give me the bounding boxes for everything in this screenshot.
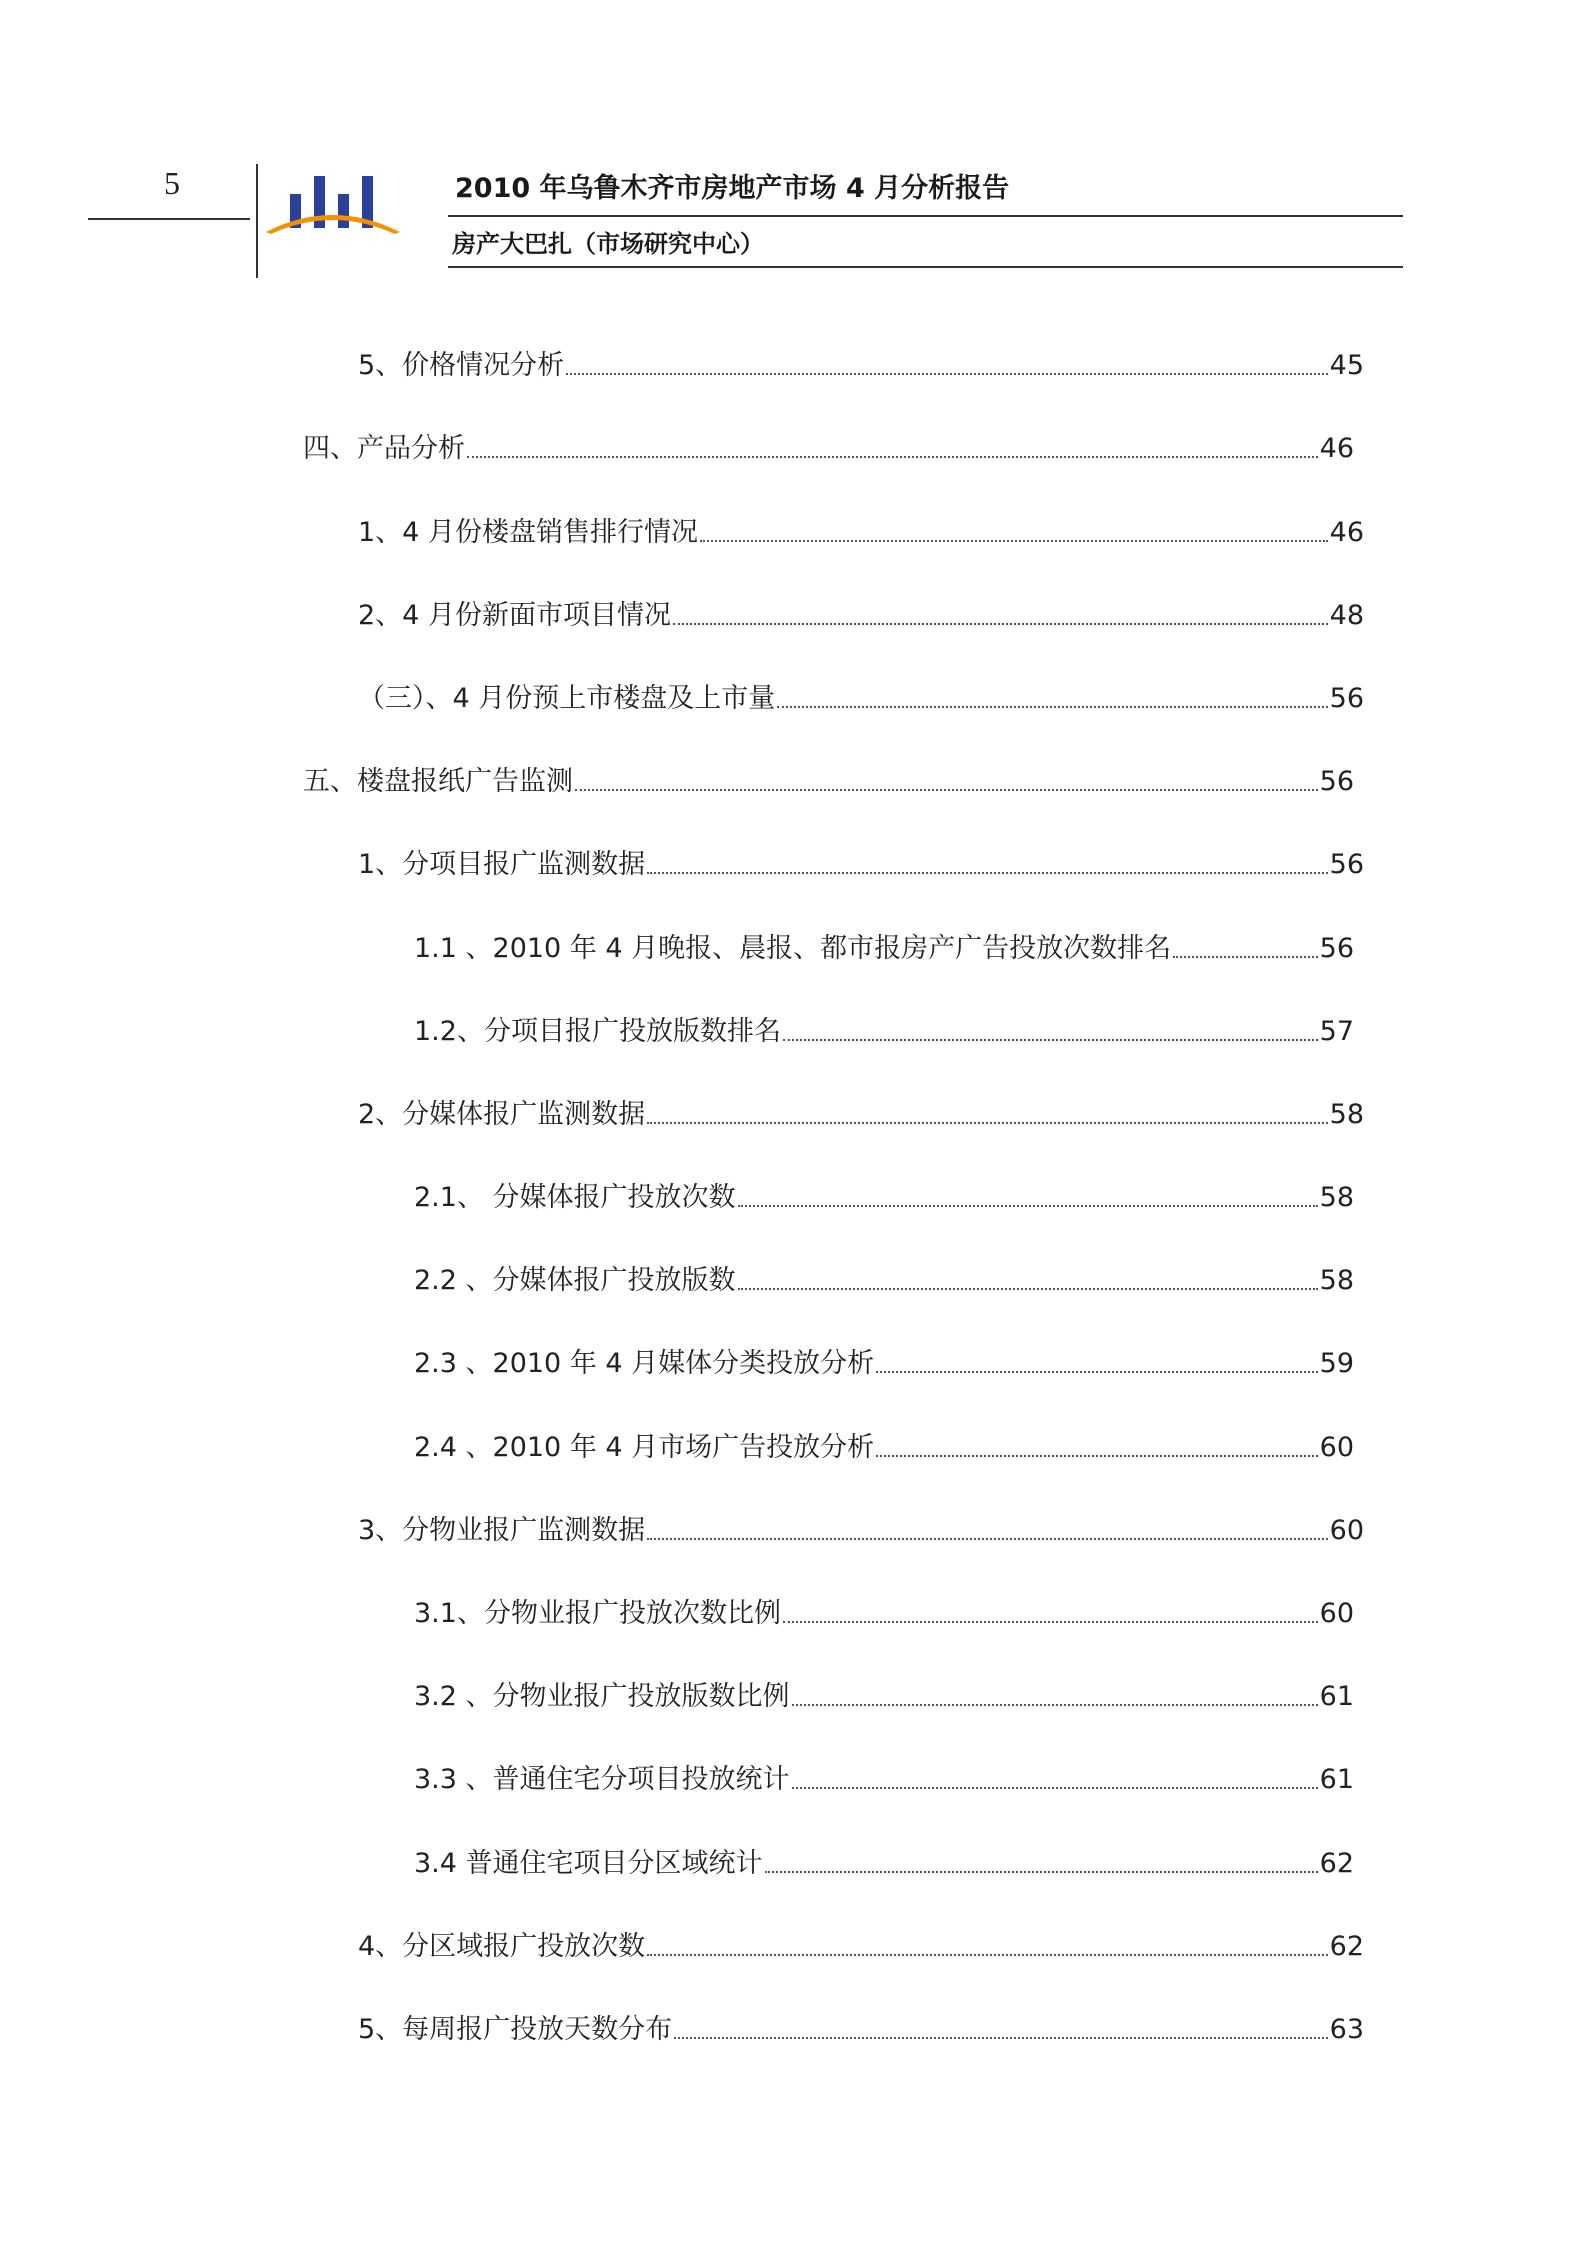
toc-leader-dots bbox=[467, 456, 1318, 458]
toc-leader-dots bbox=[647, 1122, 1327, 1124]
toc-leader-dots bbox=[647, 872, 1327, 874]
toc-entry-page: 56 bbox=[1329, 682, 1364, 714]
toc-entry-label: 3.1、分物业报广投放次数比例 bbox=[414, 1597, 781, 1629]
toc-entry-page: 63 bbox=[1329, 2013, 1364, 2045]
header-rule-left bbox=[88, 218, 250, 220]
toc-leader-dots bbox=[792, 1787, 1318, 1789]
toc-entry[interactable] bbox=[414, 1424, 1354, 1464]
header-rule-bottom bbox=[448, 266, 1403, 268]
toc-entry[interactable] bbox=[358, 1507, 1364, 1547]
toc-entry[interactable] bbox=[358, 2006, 1364, 2046]
toc-entry-label: 2.4 、2010 年 4 月市场广告投放分析 bbox=[414, 1431, 875, 1463]
organization-name: 房产大巴扎（市场研究中心） bbox=[452, 230, 764, 258]
toc-leader-dots bbox=[647, 1954, 1327, 1956]
toc-entry-page: 60 bbox=[1329, 1514, 1364, 1546]
toc-leader-dots bbox=[783, 1621, 1318, 1623]
toc-entry[interactable] bbox=[414, 1756, 1354, 1796]
toc-entry[interactable] bbox=[358, 841, 1364, 881]
toc-entry-label: 1.1 、2010 年 4 月晚报、晨报、都市报房产广告投放次数排名 bbox=[414, 932, 1172, 964]
toc-entry-page: 56 bbox=[1319, 932, 1354, 964]
toc-entry-label: （三）、4 月份预上市楼盘及上市量 bbox=[358, 682, 776, 714]
toc-leader-dots bbox=[1173, 956, 1317, 958]
toc-entry[interactable] bbox=[303, 758, 1354, 798]
toc-entry[interactable] bbox=[414, 1008, 1354, 1048]
toc-leader-dots bbox=[876, 1455, 1317, 1457]
toc-entry[interactable] bbox=[414, 1840, 1354, 1880]
toc-entry[interactable] bbox=[414, 1590, 1354, 1630]
toc-leader-dots bbox=[777, 706, 1327, 708]
toc-entry[interactable] bbox=[303, 425, 1354, 465]
toc-entry[interactable] bbox=[358, 509, 1364, 549]
toc-leader-dots bbox=[673, 623, 1328, 625]
toc-leader-dots bbox=[575, 789, 1318, 791]
toc-entry-label: 3.4 普通住宅项目分区域统计 bbox=[414, 1847, 763, 1879]
toc-entry[interactable] bbox=[414, 1340, 1354, 1380]
toc-entry[interactable] bbox=[414, 1174, 1354, 1214]
toc-entry[interactable] bbox=[358, 675, 1364, 715]
toc-leader-dots bbox=[738, 1288, 1318, 1290]
toc-entry-label: 3.3 、普通住宅分项目投放统计 bbox=[414, 1763, 790, 1795]
toc-entry-label: 1.2、分项目报广投放版数排名 bbox=[414, 1015, 781, 1047]
toc-entry-label: 2、4 月份新面市项目情况 bbox=[358, 599, 671, 631]
toc-entry-page: 45 bbox=[1329, 349, 1364, 381]
toc-entry-label: 1、4 月份楼盘销售排行情况 bbox=[358, 516, 698, 548]
toc-entry-label: 5、每周报广投放天数分布 bbox=[358, 2013, 673, 2045]
toc-entry-page: 48 bbox=[1329, 599, 1364, 631]
toc-entry-page: 46 bbox=[1329, 516, 1364, 548]
toc-leader-dots bbox=[647, 1538, 1327, 1540]
toc-entry-page: 46 bbox=[1319, 432, 1354, 464]
company-logo-icon bbox=[262, 170, 417, 255]
toc-entry[interactable] bbox=[358, 1091, 1364, 1131]
header-divider bbox=[256, 164, 258, 278]
toc-entry[interactable] bbox=[358, 342, 1364, 382]
toc-entry-page: 59 bbox=[1319, 1347, 1354, 1379]
page-number: 5 bbox=[164, 165, 180, 201]
toc-entry-page: 58 bbox=[1319, 1264, 1354, 1296]
toc-leader-dots bbox=[566, 373, 1327, 375]
toc-entry[interactable] bbox=[414, 925, 1354, 965]
toc-entry-page: 62 bbox=[1329, 1930, 1364, 1962]
toc-entry-label: 4、分区域报广投放次数 bbox=[358, 1930, 646, 1962]
toc-entry-page: 56 bbox=[1329, 848, 1364, 880]
toc-entry-label: 2.2 、分媒体报广投放版数 bbox=[414, 1264, 736, 1296]
toc-entry-label: 四、产品分析 bbox=[303, 432, 465, 464]
toc-leader-dots bbox=[876, 1371, 1317, 1373]
toc-leader-dots bbox=[765, 1871, 1318, 1873]
toc-entry-label: 2、分媒体报广监测数据 bbox=[358, 1098, 646, 1130]
header-rule-top bbox=[448, 215, 1403, 217]
toc-entry-page: 62 bbox=[1319, 1847, 1354, 1879]
toc-entry-label: 1、分项目报广监测数据 bbox=[358, 848, 646, 880]
toc-entry-label: 3、分物业报广监测数据 bbox=[358, 1514, 646, 1546]
toc-entry-label: 3.2 、分物业报广投放版数比例 bbox=[414, 1680, 790, 1712]
toc-entry[interactable] bbox=[414, 1673, 1354, 1713]
toc-leader-dots bbox=[783, 1039, 1318, 1041]
toc-entry-page: 56 bbox=[1319, 765, 1354, 797]
toc-entry-page: 60 bbox=[1319, 1597, 1354, 1629]
toc-leader-dots bbox=[738, 1205, 1318, 1207]
toc-entry-label: 2.3 、2010 年 4 月媒体分类投放分析 bbox=[414, 1347, 875, 1379]
toc-entry-page: 61 bbox=[1319, 1680, 1354, 1712]
toc-entry-page: 61 bbox=[1319, 1763, 1354, 1795]
toc-entry-page: 57 bbox=[1319, 1015, 1354, 1047]
report-title: 2010 年乌鲁木齐市房地产市场 4 月分析报告 bbox=[455, 173, 1010, 204]
toc-entry-page: 60 bbox=[1319, 1431, 1354, 1463]
toc-entry-page: 58 bbox=[1319, 1181, 1354, 1213]
toc-leader-dots bbox=[674, 2037, 1327, 2039]
toc-leader-dots bbox=[792, 1704, 1318, 1706]
toc-entry[interactable] bbox=[358, 592, 1364, 632]
toc-entry[interactable] bbox=[414, 1257, 1354, 1297]
toc-entry[interactable] bbox=[358, 1923, 1364, 1963]
toc-entry-label: 五、楼盘报纸广告监测 bbox=[303, 765, 573, 797]
toc-entry-page: 58 bbox=[1329, 1098, 1364, 1130]
toc-leader-dots bbox=[700, 540, 1328, 542]
toc-entry-label: 2.1、 分媒体报广投放次数 bbox=[414, 1181, 736, 1213]
toc-entry-label: 5、价格情况分析 bbox=[358, 349, 565, 381]
